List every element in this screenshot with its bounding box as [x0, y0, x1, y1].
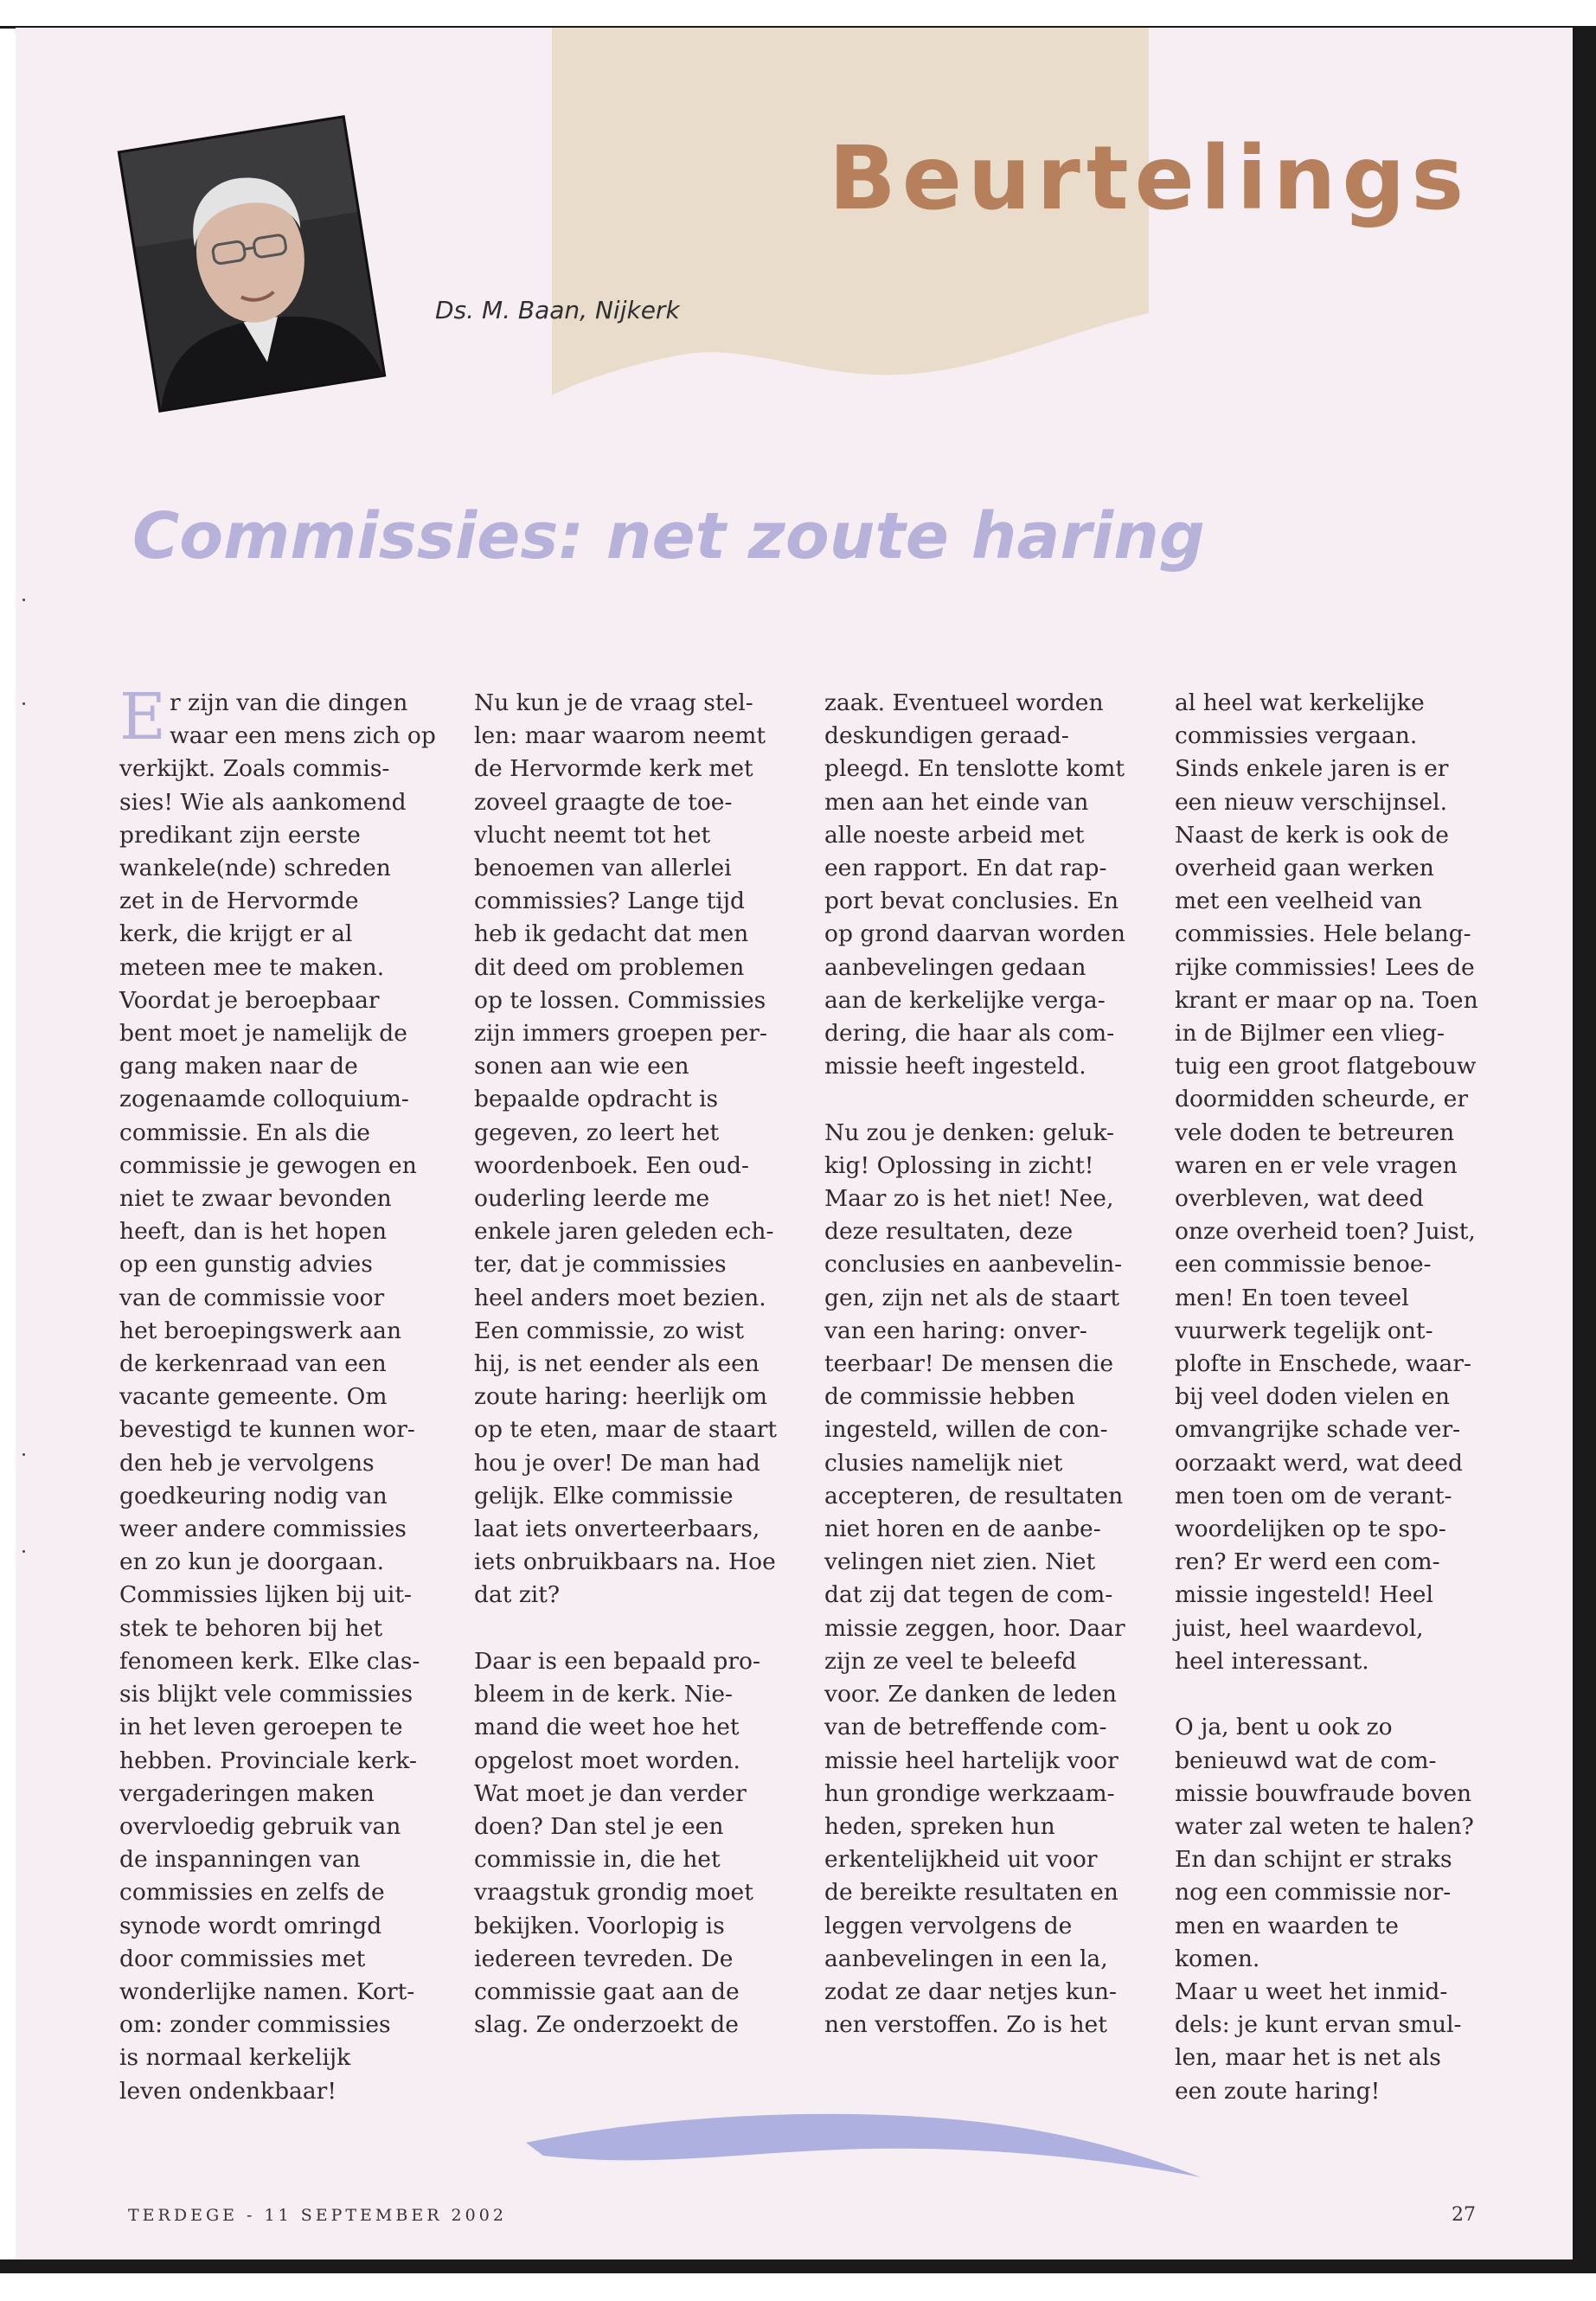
magazine-page — [16, 28, 1573, 2259]
scan-dot — [22, 1453, 25, 1456]
article-column-1 — [119, 680, 439, 2108]
scan-frame-right — [1573, 26, 1596, 2273]
scan-dot — [22, 599, 25, 601]
author-photo — [118, 115, 387, 413]
article-column-2: Nu kun je de vraag stel- len: maar waarom neemt de Hervormde kerk met zoveel graagte de toe- vlucht neemt tot het benoemen van allerlei commissies? Lange tijd heb ik gedacht dat men dit deed om problemen op te lossen. Commissies zijn immers groepen per- sonen aan wie een bepaalde opdracht is gegeven, zo leert het woordenboek. Een oud- ouderling leerde me enkele jaren geleden ech- ter, dat je commissies heel anders moet bezien. Een commissie, zo wist hij, is net eender als een zoute haring: heerlijk om op te eten, maar de staart hou je over! De man had gelijk. Elke commissie laat iets onverteerbaars, iets onbruikbaars na. Hoe dat zit? Daar is een bepaald pro- bleem in de kerk. Nie- mand die weet hoe het opgelost moet worden. Wat moet je dan verder doen? Dan stel je een commissie in, die het vraagstuk grondig moet bekijken. Voorlopig is iedereen tevreden. De commissie gaat aan de slag. Ze onderzoekt de — [474, 689, 778, 2039]
portrait-image — [120, 119, 383, 410]
column-1-text: r zijn van die dingen waar een mens zich op verkijkt. Zoals commis- sies! Wie als aankomend predikant zijn eerste wankele(nde) schreden zet in de Hervormde kerk, die krijgt er al meteen mee te maken. Voordat je beroepbaar bent moet je namelijk de gang maken naar de zogenaamde colloquium- commissie. En als die commissie je gewogen en niet te zwaar bevonden heeft, dan is het hopen op een gunstig advies van de commissie voor het beroepingswerk aan de kerkenraad van een vacante gemeente. Om bevestigd te kunnen wor- den heb je vervolgens goedkeuring nodig van weer andere commissies en zo kun je doorgaan. Commissies lijken bij uit- stek te behoren bij het fenomeen kerk. Elke clas- sis blijkt vele commissies in het leven geroepen te hebben. Provinciale kerk- vergaderingen maken overvloedig gebruik van de inspanningen van commissies en zelfs de synode wordt omringd door commissies met wonderlijke namen. Kort- om: zonder commissies is normaal kerkelijk leven ondenkbaar! — [119, 689, 436, 2105]
footer-publication: TERDEGE - 11 SEPTEMBER 2002 — [128, 2206, 507, 2225]
section-title: Beurtelings — [829, 127, 1471, 230]
author-byline: Ds. M. Baan, Nijkerk — [435, 296, 680, 324]
decorative-swoosh — [526, 2095, 1201, 2199]
drop-cap: E — [119, 680, 167, 754]
scan-frame-bottom — [0, 2259, 1596, 2273]
article-column-4: al heel wat kerkelijke commissies vergaan. Sinds enkele jaren is er een nieuw verschijnsel. Naast de kerk is ook de overheid gaan werken met een veelheid van commissies. Hele belang- rijke commissies! Lees de krant er maar op na. Toen in de Bijlmer een vlieg- tuig een groot flatgebouw doormidden scheurde, er vele doden te betreuren waren en er vele vragen overbleven, wat deed onze overheid toen? Juist, een commissie benoe- men! En toen teveel vuurwerk tegelijk ont- plofte in Enschede, waar- bij veel doden vielen en omvangrijke schade ver- oorzaakt werd, wat deed men toen om de verant- woordelijken op te spo- ren? Er werd een com- missie ingesteld! Heel juist, heel waardevol, heel interessant. O ja, bent u ook zo benieuwd wat de com- missie bouwfraude boven water zal weten te halen? En dan schijnt er straks nog een commissie nor- men en waarden te komen. Maar u weet het inmid- dels: je kunt ervan smul- len, maar het is net als een zoute haring! — [1175, 689, 1478, 2105]
page-number: 27 — [1452, 2204, 1476, 2226]
article-column-3: zaak. Eventueel worden deskundigen geraad- pleegd. En tenslotte komt men aan het einde van alle noeste arbeid met een rapport. En dat rap- port bevat conclusies. En op grond daarvan worden aanbevelingen gedaan aan de kerkelijke verga- dering, die haar als com- missie heeft ingesteld. Nu zou je denken: geluk- kig! Oplossing in zicht! Maar zo is het niet! Nee, deze resultaten, deze conclusies en aanbevelin- gen, zijn net als de staart van een haring: onver- teerbaar! De mensen die de commissie hebben ingesteld, willen de con- clusies namelijk niet accepteren, de resultaten niet horen en de aanbe- velingen niet zien. Niet dat zij dat tegen de com- missie zeggen, hoor. Daar zijn ze veel te beleefd voor. Ze danken de leden van de betreffende com- missie heel hartelijk voor hun grondige werkzaam- heden, spreken hun erkentelijkheid uit voor de bereikte resultaten en leggen vervolgens de aanbevelingen in een la, zodat ze daar netjes kun- nen verstoffen. Zo is het — [824, 689, 1125, 2039]
scan-dot — [22, 1550, 25, 1553]
article-headline: Commissies: net zoute haring — [132, 499, 1205, 574]
scan-dot — [22, 702, 25, 705]
